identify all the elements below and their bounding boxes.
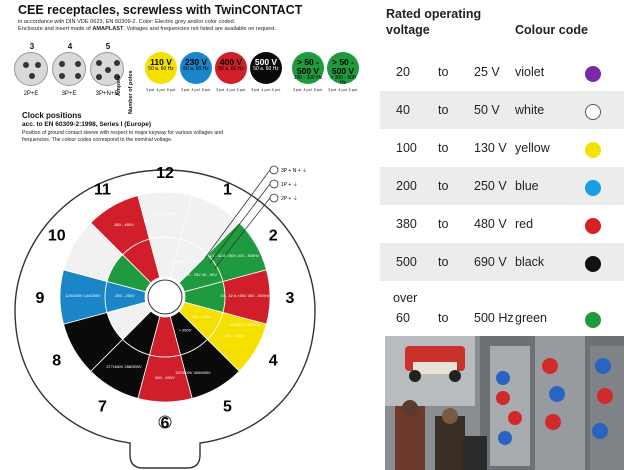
- segment-label: 57/100V 75/130V: [229, 322, 261, 328]
- segment-label: 277/480V 288/500V: [106, 364, 142, 370]
- segment-label: 600 - 690V: [155, 375, 175, 380]
- range-to: 250 V: [474, 179, 507, 193]
- hour-label: 6: [160, 415, 170, 432]
- poles-row: 3 pol. 4 pol. 5 pol.: [328, 88, 358, 92]
- segment-label: 347/600V 400/690V: [175, 370, 211, 376]
- hour-label: 4: [268, 352, 278, 370]
- segment-label: 10 - 32 A >50V 300 - 500Hz: [220, 293, 270, 298]
- colour-swatch: [585, 142, 601, 158]
- colour-name: black: [515, 255, 545, 269]
- table-row: [380, 167, 624, 205]
- table-row: [380, 205, 624, 243]
- hour-label: 3: [285, 290, 295, 307]
- poles-row: 3 pol. 4 pol. 5 pol.: [146, 88, 176, 92]
- header-rated-voltage: Rated operating voltage: [386, 7, 482, 37]
- poles-row: 3 pol. 4 pol. 5 pol.: [181, 88, 211, 92]
- poles-row: 3 pol. 4 pol. 5 pol.: [293, 88, 323, 92]
- plug-type-label: 3P+E: [61, 91, 77, 97]
- poles-row: 3 pol. 4 pol. 5 pol.: [251, 88, 281, 92]
- voltage-badge: 400 V 50 a. 60 Hz: [215, 52, 247, 84]
- doc-title: CEE receptacles, screwless with TwinCONTACT: [18, 3, 303, 17]
- header-colour-code: Colour code: [515, 23, 588, 37]
- segment-label: 10 - 32 A >50V 100 - 300Hz: [209, 253, 259, 258]
- range-to: 25 V: [474, 65, 500, 79]
- range-from: 40: [396, 103, 410, 117]
- range-to-word: to: [438, 311, 449, 325]
- plug-4-pin-icon: 4: [52, 52, 86, 86]
- hour-label: 2: [268, 227, 278, 245]
- segment-label: 200 - 250V: [115, 293, 135, 298]
- callout-label: 3P + N + ⏚: [281, 168, 308, 174]
- plug-type-label: 2P+E: [23, 91, 39, 97]
- poles-row: 3 pol. 4 pol. 5 pol.: [216, 88, 246, 92]
- clock-heading: Clock positions: [22, 111, 82, 120]
- range-to: 130 V: [474, 141, 507, 155]
- earth-symbol-icon: [270, 166, 278, 174]
- range-to: 500 Hz: [474, 311, 514, 325]
- table-row: [380, 91, 624, 129]
- hour-label: 7: [98, 398, 107, 416]
- callout-label: 1P + ⏚: [281, 182, 298, 188]
- range-to: 690 V: [474, 255, 507, 269]
- table-row: [380, 281, 624, 331]
- colour-swatch: [585, 218, 601, 234]
- doc-subtitle-1: in accordance with DIN VDE 0623, EN 60309-2. Color: Electric grey and/or color coded.: [18, 19, 236, 25]
- colour-swatch: [585, 104, 601, 120]
- hour-label: 5: [223, 398, 232, 416]
- clock-description: frequencies. The colour codes correspond to the nominal voltage.: [22, 137, 173, 143]
- plug-3-pin-icon: 3: [14, 52, 48, 86]
- hour-label: 11: [94, 181, 111, 199]
- table-row: [380, 243, 624, 281]
- range-from: 200: [396, 179, 417, 193]
- earth-symbol-icon: [270, 194, 278, 202]
- voltage-badge: 230 V 50 a. 60 Hz: [180, 52, 212, 84]
- segment-label: > 250V: [178, 327, 192, 333]
- colour-swatch: [585, 312, 601, 328]
- table-row: [380, 129, 624, 167]
- hour-label: 9: [35, 290, 45, 307]
- segment-label: 110 - 130V: [191, 314, 212, 319]
- range-to-word: to: [438, 255, 449, 269]
- range-from: 100: [396, 141, 417, 155]
- doc-subtitle-2: Enclosure and insert made of AMAPLAST. Voltages and frequencies not listed are available on request.: [18, 26, 277, 32]
- receptacles-photo: [385, 336, 624, 470]
- colour-name: yellow: [515, 141, 550, 155]
- hour-label: 12: [156, 165, 174, 182]
- range-to: 480 V: [474, 217, 507, 231]
- range-from: 380: [396, 217, 417, 231]
- range-to-word: to: [438, 103, 449, 117]
- earth-symbol-icon: [270, 180, 278, 188]
- voltage-badge: 110 V 50 a. 60 Hz: [145, 52, 177, 84]
- dial-hub: [148, 280, 182, 314]
- ampere-label: Ampere: [116, 75, 122, 96]
- hour-label: 8: [52, 352, 62, 370]
- segment-label: 20 - 25V 40 - 50V: [185, 272, 218, 277]
- segment-label: 100 - 130V: [224, 333, 245, 338]
- colour-name: green: [515, 311, 547, 325]
- range-to-word: to: [438, 65, 449, 79]
- range-to: 50 V: [474, 103, 500, 117]
- clock-description: Position of ground contact sleeve with respect to major keyway for various voltages and: [22, 130, 223, 136]
- segment-label: 32 A 100 - 300Hz: [169, 258, 201, 264]
- clock-standard: acc. to EN 60309-2:1998, Series I (Europe): [22, 121, 151, 128]
- clock-dial-diagram: [0, 150, 380, 470]
- colour-name: red: [515, 217, 534, 231]
- range-to-word: to: [438, 217, 449, 231]
- colour-name: blue: [515, 179, 539, 193]
- poles-label: Number of poles: [128, 70, 134, 114]
- range-prefix: over: [393, 291, 418, 305]
- range-from: 20: [396, 65, 410, 79]
- colour-swatch: [585, 66, 601, 82]
- voltage-badge: > 50 - 500 V 100 - 300 Hz: [292, 52, 324, 84]
- range-to-word: to: [438, 179, 449, 193]
- range-from: 500: [396, 255, 417, 269]
- segment-label: 500 - 690V: [155, 211, 175, 216]
- callout-label: 2P + ⏚: [281, 196, 298, 202]
- table-row: [380, 53, 624, 91]
- colour-swatch: [585, 180, 601, 196]
- hour-label: 1: [223, 181, 232, 199]
- range-from: 60: [396, 311, 410, 325]
- colour-swatch: [585, 256, 601, 272]
- colour-name: violet: [515, 65, 545, 79]
- plug-type-label: 3P+N+E: [95, 91, 119, 97]
- hour-label: 10: [47, 227, 66, 245]
- colour-name: white: [515, 103, 545, 117]
- segment-label: 120/208V 144/250V: [65, 293, 101, 298]
- range-to-word: to: [438, 141, 449, 155]
- segment-label: 380 - 480V: [114, 221, 134, 227]
- voltage-badge: 500 V 50 a. 60 Hz: [250, 52, 282, 84]
- voltage-badge: > 50 - 500 V > 300 - 500 Hz: [327, 52, 359, 84]
- plug-5-pin-icon: 5: [90, 52, 124, 86]
